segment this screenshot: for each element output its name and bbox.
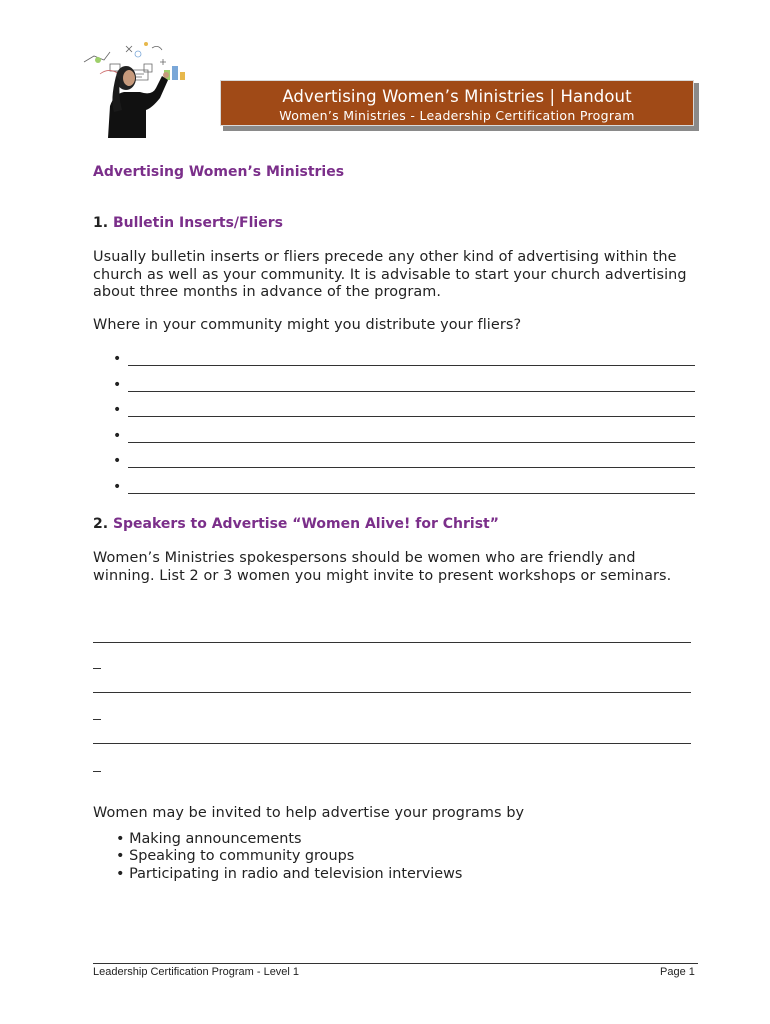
bullet: • — [113, 402, 122, 418]
banner-title: Advertising Women’s Ministries | Handout — [282, 87, 632, 106]
blank-line — [128, 391, 695, 392]
flier-location-blank[interactable] — [113, 373, 695, 399]
section-2-number: 2. — [93, 516, 109, 532]
flier-locations-list — [113, 347, 695, 500]
header-banner — [220, 80, 694, 126]
flier-location-blank[interactable] — [113, 475, 695, 501]
flier-location-blank[interactable] — [113, 449, 695, 475]
list-item: • Participating in radio and television interviews — [116, 865, 463, 882]
invite-intro: Women may be invited to help advertise your programs by — [93, 805, 525, 821]
section-2-paragraph: Women’s Ministries spokespersons should be women who are friendly and winning. List 2 or 3 women you might invite to present workshops or seminars. — [93, 550, 672, 584]
blank-line — [128, 442, 695, 443]
banner-subtitle: Women’s Ministries - Leadership Certification Program — [279, 108, 635, 123]
section-1-number: 1. — [93, 215, 109, 231]
flier-location-blank[interactable] — [113, 398, 695, 424]
page-number: Page 1 — [660, 966, 695, 978]
section-2-heading — [93, 516, 499, 532]
speaker-blank-tail-1 — [93, 668, 101, 669]
speaker-blank-line-1[interactable] — [93, 642, 691, 643]
list-item: • Speaking to community groups — [116, 848, 355, 865]
blank-line — [128, 416, 695, 417]
bullet: • — [113, 427, 122, 444]
section-1-title: Bulletin Inserts/Fliers — [112, 215, 283, 231]
section-1-paragraph: Usually bulletin inserts or fliers precede any other kind of advertising within the church as well as your community. It is advisable to start your church advertising about three months in advance of the program. — [93, 249, 687, 300]
flier-location-blank[interactable] — [113, 347, 695, 373]
speaker-blank-line-3[interactable] — [93, 743, 691, 744]
blank-line — [128, 365, 695, 366]
bullet: • — [113, 453, 122, 469]
invite-methods-list — [116, 831, 462, 883]
flier-location-blank[interactable] — [113, 424, 695, 450]
woman-at-whiteboard-illustration — [80, 40, 188, 138]
blank-line — [128, 493, 695, 494]
bullet: • — [113, 351, 122, 367]
footer-program-label: Leadership Certification Program - Level 1 — [93, 966, 300, 978]
list-item: • Making announcements — [116, 831, 302, 847]
speaker-blank-tail-3 — [93, 771, 101, 772]
speaker-blank-line-2[interactable] — [93, 692, 691, 693]
section-1-heading — [93, 215, 283, 231]
bullet: • — [113, 376, 122, 393]
page-heading: Advertising Women’s Ministries — [93, 164, 345, 180]
speaker-blank-tail-2 — [93, 719, 101, 720]
section-2-title: Speakers to Advertise “Women Alive! for Christ” — [112, 516, 499, 532]
section-1-question: Where in your community might you distribute your fliers? — [93, 317, 522, 333]
footer-divider — [93, 963, 698, 964]
blank-line — [128, 467, 695, 468]
bullet: • — [113, 478, 122, 495]
